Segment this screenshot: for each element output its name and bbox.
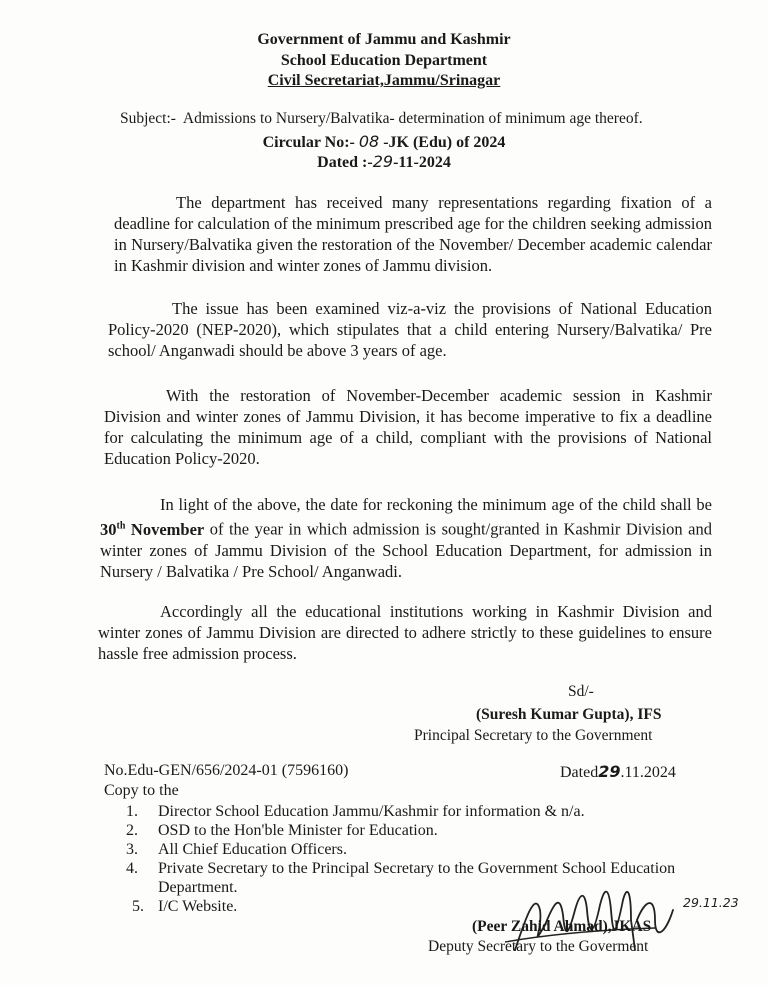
list-item-number: 3.: [126, 841, 138, 858]
endorsement-dated-handwritten: 29: [598, 762, 621, 781]
signature-date: 29.11.23: [683, 895, 739, 910]
endorsement-number: No.Edu-GEN/656/2024-01 (7596160): [104, 762, 349, 779]
circular-number: [0, 132, 768, 152]
endorsement-date: [560, 762, 676, 782]
signatory-2-designation: Deputy Secretary to the Goverment: [428, 938, 649, 955]
header-line-1: Government of Jammu and Kashmir: [257, 31, 511, 48]
circular-dated-suffix: -11-2024: [393, 154, 451, 171]
list-item-number: 4.: [126, 860, 138, 877]
paragraph-3: With the restoration of November-December academic session in Kashmir Division and winter zones of Jammu Division, it has become imperative to fix a deadline for calculating the minimum age of a child, compliant with the provisions of National Education Policy-2020.: [104, 386, 712, 468]
list-item-text: All Chief Education Officers.: [158, 841, 347, 858]
signatory-1-name: (Suresh Kumar Gupta), IFS: [476, 706, 662, 723]
paragraph-2: The issue has been examined viz-a-viz the provisions of National Education Policy-2020 (NEP-2020), which stipulates that a child entering Nursery/Balvatika/ Pre school/ Anganwadi should be above 3 years of age.: [108, 299, 712, 360]
copy-to-label: Copy to the: [104, 782, 179, 799]
circular-suffix: -JK (Edu) of 2024: [383, 134, 506, 151]
subject-label: Subject:-: [120, 110, 176, 127]
paragraph-4-text-b: of the year in which admission is sought/granted in Kashmir Division and winter zones of Jammu Division of the School Education Department, for admission in Nursery / Balvatika / Pre School/ Anganwadi.: [100, 519, 712, 581]
header-line-3: Civil Secretariat,Jammu/Srinagar: [267, 72, 501, 89]
list-item-number: 2.: [126, 822, 138, 839]
reckoning-date-suffix: th: [116, 520, 126, 531]
paragraph-4: [100, 494, 712, 582]
endorsement-dated-suffix: .11.2024: [620, 764, 676, 781]
list-item-number: 1.: [126, 803, 138, 820]
circular-number-handwritten: 08: [358, 132, 380, 151]
list-item-text: Private Secretary to the Principal Secretary to the Government School Education Department.: [158, 860, 676, 896]
signatory-2-name: (Peer Zahid Ahmad),JKAS: [472, 918, 652, 935]
header-line-2: School Education Department: [280, 52, 488, 69]
endorsement-dated-prefix: Dated: [560, 764, 599, 781]
subject-text: Admissions to Nursery/Balvatika- determination of minimum age thereof.: [182, 110, 643, 127]
circular-dated-handwritten: 29: [372, 152, 394, 171]
list-item: [126, 802, 686, 821]
circular-dated-prefix: Dated :-: [317, 154, 373, 171]
paragraph-4-text-a: In light of the above, the date for reckoning the minimum age of the child shall be: [160, 495, 712, 514]
list-item-text: I/C Website.: [158, 898, 238, 915]
subject-line: [120, 110, 720, 128]
sd-mark: Sd/-: [568, 683, 594, 700]
list-item-text: OSD to the Hon'ble Minister for Education.: [158, 822, 438, 839]
reckoning-date-day: 30: [100, 519, 117, 539]
list-item-number: 5.: [132, 898, 144, 915]
paragraph-1: The department has received many representations regarding fixation of a deadline for calculation of the minimum prescribed age for the children seeking admission in Nursery/Balvatika given the restoration of the November/ December academic calendar in Kashmir division and winter zones of Jammu division.: [114, 193, 712, 275]
circular-prefix: Circular No:-: [262, 134, 355, 151]
reckoning-date-month: November: [125, 519, 205, 539]
list-item: [126, 840, 686, 859]
list-item-text: Director School Education Jammu/Kashmir for information & n/a.: [158, 803, 585, 820]
paragraph-5: Accordingly all the educational institutions working in Kashmir Division and winter zones of Jammu Division are directed to adhere strictly to these guidelines to ensure hassle free admission process.: [98, 602, 712, 663]
list-item: [126, 821, 686, 840]
signatory-1-designation: Principal Secretary to the Government: [414, 727, 653, 744]
circular-date: [0, 152, 768, 172]
